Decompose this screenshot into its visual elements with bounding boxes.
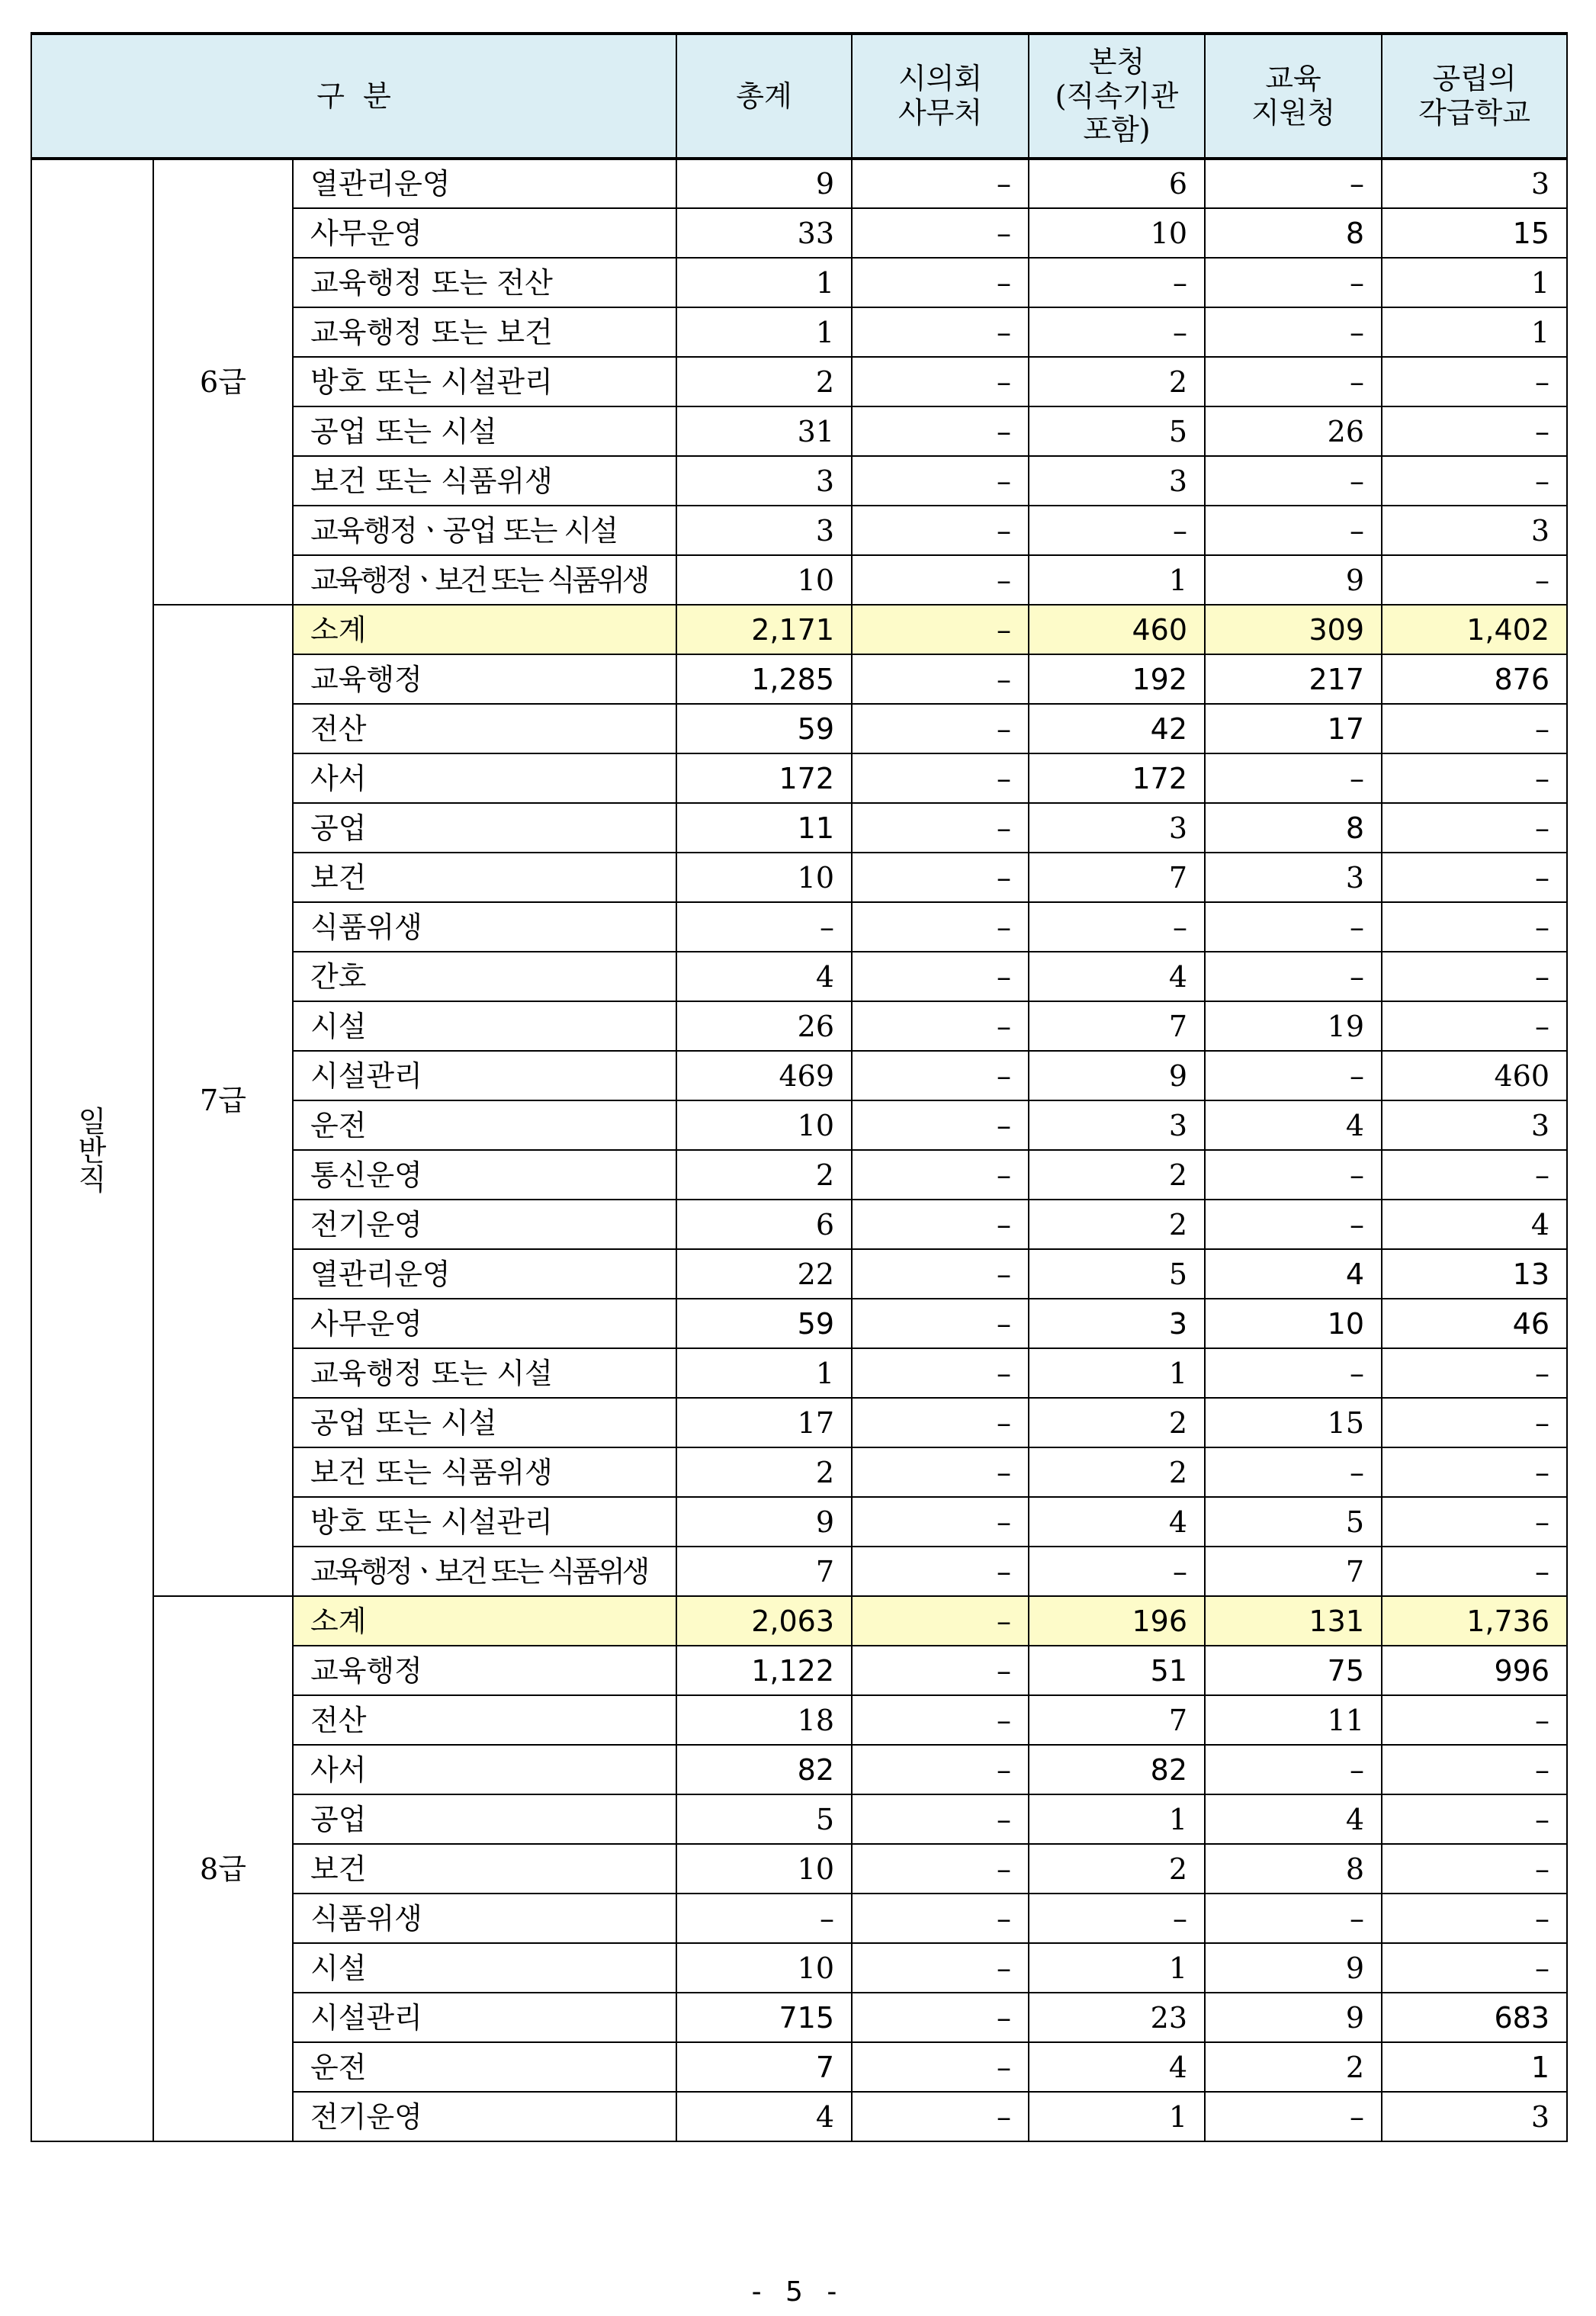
- council-cell: –: [852, 506, 1029, 555]
- main-office-cell: –: [1029, 506, 1205, 555]
- main-office-cell: 3: [1029, 1100, 1205, 1150]
- district-office-cell: 8: [1205, 803, 1382, 853]
- district-office-cell: 7: [1205, 1547, 1382, 1596]
- total-cell: 33: [676, 208, 852, 258]
- row-label: 소계: [293, 605, 676, 654]
- main-office-cell: –: [1029, 1547, 1205, 1596]
- district-office-cell: –: [1205, 753, 1382, 803]
- header-council: 시의회 사무처: [852, 34, 1029, 159]
- school-cell: –: [1382, 704, 1567, 753]
- council-cell: –: [852, 1348, 1029, 1398]
- total-cell: 1,285: [676, 654, 852, 704]
- total-cell: 10: [676, 853, 852, 902]
- council-cell: –: [852, 357, 1029, 406]
- district-office-cell: 19: [1205, 1001, 1382, 1051]
- school-cell: –: [1382, 406, 1567, 456]
- district-office-cell: 4: [1205, 1794, 1382, 1844]
- row-label: 교육행정ㆍ공업 또는 시설: [293, 506, 676, 555]
- page-number: - 5 -: [751, 2276, 845, 2308]
- row-label: 방호 또는 시설관리: [293, 1497, 676, 1547]
- total-cell: 3: [676, 506, 852, 555]
- district-office-cell: –: [1205, 1150, 1382, 1200]
- school-cell: –: [1382, 1745, 1567, 1794]
- main-office-cell: 9: [1029, 1051, 1205, 1100]
- school-cell: –: [1382, 1695, 1567, 1745]
- council-cell: –: [852, 902, 1029, 952]
- total-cell: 2: [676, 1150, 852, 1200]
- row-label: 사서: [293, 1745, 676, 1794]
- council-cell: –: [852, 952, 1029, 1001]
- total-cell: 18: [676, 1695, 852, 1745]
- total-cell: 715: [676, 1993, 852, 2042]
- total-cell: 10: [676, 1943, 852, 1993]
- school-cell: –: [1382, 357, 1567, 406]
- district-office-cell: –: [1205, 159, 1382, 208]
- district-office-cell: 11: [1205, 1695, 1382, 1745]
- district-office-cell: –: [1205, 357, 1382, 406]
- row-label: 방호 또는 시설관리: [293, 357, 676, 406]
- total-cell: 1,122: [676, 1646, 852, 1695]
- council-cell: –: [852, 803, 1029, 853]
- row-label: 간호: [293, 952, 676, 1001]
- school-cell: 876: [1382, 654, 1567, 704]
- staffing-table: [31, 32, 1568, 2142]
- school-cell: 460: [1382, 1051, 1567, 1100]
- council-cell: –: [852, 605, 1029, 654]
- subtotal-row: [31, 1596, 1567, 1646]
- total-cell: 2: [676, 1447, 852, 1497]
- council-cell: –: [852, 456, 1029, 506]
- row-label: 시설: [293, 1943, 676, 1993]
- school-cell: –: [1382, 1398, 1567, 1447]
- district-office-cell: –: [1205, 1051, 1382, 1100]
- school-cell: 15: [1382, 208, 1567, 258]
- row-label: 교육행정 또는 보건: [293, 307, 676, 357]
- main-office-cell: 1: [1029, 1943, 1205, 1993]
- row-label: 소계: [293, 1596, 676, 1646]
- school-cell: –: [1382, 803, 1567, 853]
- main-office-cell: 196: [1029, 1596, 1205, 1646]
- school-cell: –: [1382, 1497, 1567, 1547]
- row-label: 운전: [293, 1100, 676, 1150]
- header-district-office: 교육 지원청: [1205, 34, 1382, 159]
- district-office-cell: –: [1205, 1447, 1382, 1497]
- council-cell: –: [852, 1547, 1029, 1596]
- main-office-cell: 82: [1029, 1745, 1205, 1794]
- district-office-cell: –: [1205, 1348, 1382, 1398]
- series-label-char: 직: [78, 1162, 107, 1197]
- district-office-cell: 15: [1205, 1398, 1382, 1447]
- total-cell: 1: [676, 1348, 852, 1398]
- council-cell: –: [852, 258, 1029, 307]
- school-cell: 3: [1382, 506, 1567, 555]
- school-cell: 3: [1382, 159, 1567, 208]
- district-office-cell: 131: [1205, 1596, 1382, 1646]
- district-office-cell: 4: [1205, 1249, 1382, 1299]
- main-office-cell: 1: [1029, 2092, 1205, 2141]
- header-total: 총계: [676, 34, 852, 159]
- main-office-cell: 2: [1029, 1200, 1205, 1249]
- row-label: 통신운영: [293, 1150, 676, 1200]
- council-cell: –: [852, 1844, 1029, 1894]
- total-cell: 10: [676, 1844, 852, 1894]
- district-office-cell: 4: [1205, 1100, 1382, 1150]
- row-label: 보건: [293, 853, 676, 902]
- district-office-cell: 8: [1205, 1844, 1382, 1894]
- council-cell: –: [852, 1745, 1029, 1794]
- total-cell: 3: [676, 456, 852, 506]
- council-cell: –: [852, 1299, 1029, 1348]
- district-office-cell: 9: [1205, 1993, 1382, 2042]
- total-cell: 22: [676, 1249, 852, 1299]
- main-office-cell: 23: [1029, 1993, 1205, 2042]
- district-office-cell: 309: [1205, 605, 1382, 654]
- row-label: 운전: [293, 2042, 676, 2092]
- row-label: 전기운영: [293, 2092, 676, 2141]
- total-cell: 17: [676, 1398, 852, 1447]
- main-office-cell: 51: [1029, 1646, 1205, 1695]
- row-label: 열관리운영: [293, 159, 676, 208]
- row-label: 공업 또는 시설: [293, 406, 676, 456]
- row-label: 공업: [293, 803, 676, 853]
- main-office-cell: 2: [1029, 1844, 1205, 1894]
- school-cell: –: [1382, 1150, 1567, 1200]
- row-label: 교육행정: [293, 654, 676, 704]
- row-label: 교육행정 또는 시설: [293, 1348, 676, 1398]
- main-office-cell: 4: [1029, 1497, 1205, 1547]
- council-cell: –: [852, 1249, 1029, 1299]
- series-label-char: 일: [78, 1104, 107, 1139]
- council-cell: –: [852, 1894, 1029, 1943]
- council-cell: –: [852, 654, 1029, 704]
- main-office-cell: 3: [1029, 456, 1205, 506]
- row-label: 전기운영: [293, 1200, 676, 1249]
- council-cell: –: [852, 1150, 1029, 1200]
- total-cell: 10: [676, 555, 852, 605]
- school-cell: –: [1382, 456, 1567, 506]
- school-cell: 1,736: [1382, 1596, 1567, 1646]
- main-office-cell: 192: [1029, 654, 1205, 704]
- school-cell: 1: [1382, 307, 1567, 357]
- council-cell: –: [852, 159, 1029, 208]
- district-office-cell: –: [1205, 902, 1382, 952]
- header-row: [31, 34, 1567, 159]
- district-office-cell: –: [1205, 307, 1382, 357]
- council-cell: –: [852, 1100, 1029, 1150]
- school-cell: –: [1382, 902, 1567, 952]
- total-cell: 1: [676, 258, 852, 307]
- grade-label: 6급: [153, 159, 293, 605]
- main-office-cell: 5: [1029, 406, 1205, 456]
- row-label: 열관리운영: [293, 1249, 676, 1299]
- main-office-cell: 2: [1029, 357, 1205, 406]
- row-label: 시설관리: [293, 1051, 676, 1100]
- total-cell: 4: [676, 952, 852, 1001]
- series-label-char: 반: [78, 1133, 107, 1168]
- row-label: 식품위생: [293, 902, 676, 952]
- row-label: 보건: [293, 1844, 676, 1894]
- total-cell: 4: [676, 2092, 852, 2141]
- school-cell: 683: [1382, 1993, 1567, 2042]
- council-cell: –: [852, 1943, 1029, 1993]
- row-label: 사서: [293, 753, 676, 803]
- total-cell: 9: [676, 1497, 852, 1547]
- district-office-cell: –: [1205, 456, 1382, 506]
- main-office-cell: 1: [1029, 555, 1205, 605]
- council-cell: –: [852, 1596, 1029, 1646]
- council-cell: –: [852, 704, 1029, 753]
- header-public-schools: 공립의 각급학교: [1382, 34, 1567, 159]
- total-cell: 59: [676, 704, 852, 753]
- header-main-office: 본청 (직속기관 포함): [1029, 34, 1205, 159]
- total-cell: 82: [676, 1745, 852, 1794]
- table-row: [31, 159, 1567, 208]
- school-cell: 1: [1382, 2042, 1567, 2092]
- school-cell: 1: [1382, 258, 1567, 307]
- school-cell: 996: [1382, 1646, 1567, 1695]
- district-office-cell: –: [1205, 258, 1382, 307]
- grade-label: 7급: [153, 605, 293, 1596]
- district-office-cell: 75: [1205, 1646, 1382, 1695]
- row-label: 교육행정: [293, 1646, 676, 1695]
- council-cell: –: [852, 1695, 1029, 1745]
- main-office-cell: 3: [1029, 803, 1205, 853]
- subtotal-row: [31, 605, 1567, 654]
- total-cell: 10: [676, 1100, 852, 1150]
- main-office-cell: 10: [1029, 208, 1205, 258]
- row-label: 보건 또는 식품위생: [293, 456, 676, 506]
- council-cell: –: [852, 307, 1029, 357]
- total-cell: –: [676, 1894, 852, 1943]
- series-label: [31, 159, 153, 2141]
- school-cell: –: [1382, 753, 1567, 803]
- total-cell: 31: [676, 406, 852, 456]
- school-cell: –: [1382, 853, 1567, 902]
- district-office-cell: –: [1205, 952, 1382, 1001]
- district-office-cell: 17: [1205, 704, 1382, 753]
- row-label: 교육행정ㆍ보건 또는 식품위생: [293, 1547, 676, 1596]
- district-office-cell: –: [1205, 506, 1382, 555]
- school-cell: –: [1382, 1894, 1567, 1943]
- main-office-cell: 2: [1029, 1398, 1205, 1447]
- council-cell: –: [852, 1794, 1029, 1844]
- main-office-cell: 1: [1029, 1794, 1205, 1844]
- main-office-cell: –: [1029, 307, 1205, 357]
- row-label: 공업 또는 시설: [293, 1398, 676, 1447]
- row-label: 전산: [293, 704, 676, 753]
- school-cell: –: [1382, 952, 1567, 1001]
- school-cell: 3: [1382, 2092, 1567, 2141]
- main-office-cell: 7: [1029, 1695, 1205, 1745]
- council-cell: –: [852, 1051, 1029, 1100]
- total-cell: 11: [676, 803, 852, 853]
- row-label: 시설관리: [293, 1993, 676, 2042]
- council-cell: –: [852, 853, 1029, 902]
- total-cell: 9: [676, 159, 852, 208]
- school-cell: –: [1382, 1547, 1567, 1596]
- total-cell: 59: [676, 1299, 852, 1348]
- school-cell: –: [1382, 555, 1567, 605]
- school-cell: –: [1382, 1844, 1567, 1894]
- council-cell: –: [852, 1993, 1029, 2042]
- school-cell: –: [1382, 1001, 1567, 1051]
- district-office-cell: 9: [1205, 555, 1382, 605]
- council-cell: –: [852, 1497, 1029, 1547]
- main-office-cell: 1: [1029, 1348, 1205, 1398]
- district-office-cell: 3: [1205, 853, 1382, 902]
- main-office-cell: 7: [1029, 853, 1205, 902]
- row-label: 보건 또는 식품위생: [293, 1447, 676, 1497]
- total-cell: 6: [676, 1200, 852, 1249]
- header-category: 구 분: [31, 34, 676, 159]
- school-cell: 46: [1382, 1299, 1567, 1348]
- total-cell: 2,171: [676, 605, 852, 654]
- row-label: 교육행정 또는 전산: [293, 258, 676, 307]
- total-cell: 2: [676, 357, 852, 406]
- row-label: 교육행정ㆍ보건 또는 식품위생: [293, 555, 676, 605]
- main-office-cell: 7: [1029, 1001, 1205, 1051]
- school-cell: –: [1382, 1348, 1567, 1398]
- school-cell: –: [1382, 1794, 1567, 1844]
- school-cell: 3: [1382, 1100, 1567, 1150]
- row-label: 식품위생: [293, 1894, 676, 1943]
- district-office-cell: 8: [1205, 208, 1382, 258]
- main-office-cell: 42: [1029, 704, 1205, 753]
- row-label: 시설: [293, 1001, 676, 1051]
- main-office-cell: –: [1029, 1894, 1205, 1943]
- main-office-cell: 5: [1029, 1249, 1205, 1299]
- total-cell: 1: [676, 307, 852, 357]
- main-office-cell: 6: [1029, 159, 1205, 208]
- school-cell: 1,402: [1382, 605, 1567, 654]
- council-cell: –: [852, 2042, 1029, 2092]
- total-cell: 469: [676, 1051, 852, 1100]
- council-cell: –: [852, 406, 1029, 456]
- main-office-cell: 172: [1029, 753, 1205, 803]
- total-cell: 172: [676, 753, 852, 803]
- school-cell: –: [1382, 1943, 1567, 1993]
- main-office-cell: 4: [1029, 952, 1205, 1001]
- district-office-cell: 10: [1205, 1299, 1382, 1348]
- main-office-cell: 2: [1029, 1150, 1205, 1200]
- main-office-cell: 3: [1029, 1299, 1205, 1348]
- school-cell: 4: [1382, 1200, 1567, 1249]
- grade-label: 8급: [153, 1596, 293, 2141]
- council-cell: –: [852, 753, 1029, 803]
- council-cell: –: [852, 2092, 1029, 2141]
- district-office-cell: 26: [1205, 406, 1382, 456]
- main-office-cell: –: [1029, 902, 1205, 952]
- district-office-cell: 5: [1205, 1497, 1382, 1547]
- district-office-cell: –: [1205, 1200, 1382, 1249]
- row-label: 사무운영: [293, 208, 676, 258]
- row-label: 공업: [293, 1794, 676, 1844]
- total-cell: –: [676, 902, 852, 952]
- main-office-cell: 2: [1029, 1447, 1205, 1497]
- table-header: [31, 34, 1567, 159]
- council-cell: –: [852, 1200, 1029, 1249]
- district-office-cell: –: [1205, 1745, 1382, 1794]
- main-office-cell: 460: [1029, 605, 1205, 654]
- council-cell: –: [852, 1001, 1029, 1051]
- total-cell: 7: [676, 1547, 852, 1596]
- council-cell: –: [852, 1398, 1029, 1447]
- row-label: 사무운영: [293, 1299, 676, 1348]
- council-cell: –: [852, 208, 1029, 258]
- school-cell: 13: [1382, 1249, 1567, 1299]
- district-office-cell: 2: [1205, 2042, 1382, 2092]
- council-cell: –: [852, 1646, 1029, 1695]
- district-office-cell: –: [1205, 2092, 1382, 2141]
- total-cell: 5: [676, 1794, 852, 1844]
- main-office-cell: 4: [1029, 2042, 1205, 2092]
- total-cell: 7: [676, 2042, 852, 2092]
- total-cell: 2,063: [676, 1596, 852, 1646]
- main-office-cell: –: [1029, 258, 1205, 307]
- district-office-cell: 9: [1205, 1943, 1382, 1993]
- council-cell: –: [852, 555, 1029, 605]
- row-label: 전산: [293, 1695, 676, 1745]
- table-body: [31, 159, 1567, 2141]
- total-cell: 26: [676, 1001, 852, 1051]
- district-office-cell: 217: [1205, 654, 1382, 704]
- council-cell: –: [852, 1447, 1029, 1497]
- district-office-cell: –: [1205, 1894, 1382, 1943]
- school-cell: –: [1382, 1447, 1567, 1497]
